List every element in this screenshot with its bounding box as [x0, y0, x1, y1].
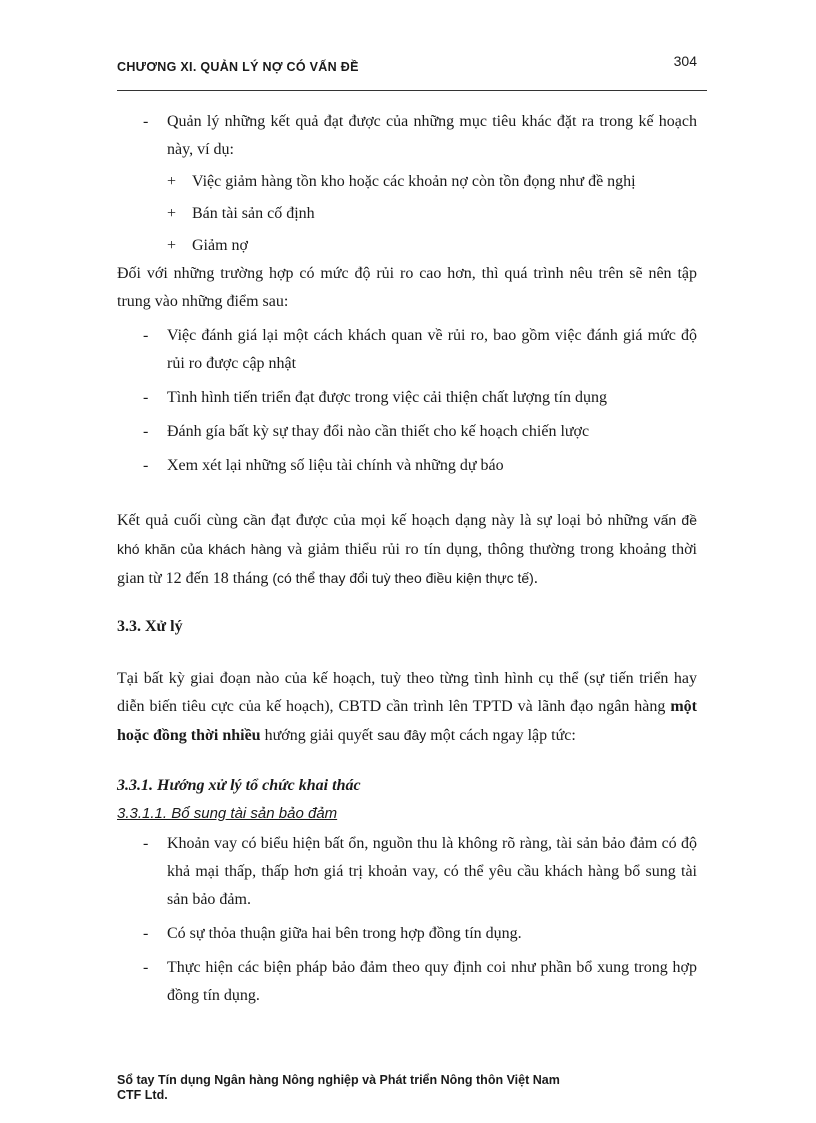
list-item: - Xem xét lại những số liệu tài chính và những dự báo	[143, 457, 504, 474]
list-item: - Quản lý những kết quả đạt được của những mục tiêu khác đặt ra trong kế hoạch này, ví dụ:	[143, 113, 697, 158]
subsubsection-heading: 3.3.1.1. Bổ sung tài sản bảo đảm	[117, 805, 338, 822]
list-item: - Thực hiện các biện pháp bảo đảm theo quy định coi như phần bổ xung trong hợp đồng tín dụng.	[143, 959, 697, 1004]
list-item: - Tình hình tiến triển đạt được trong việc cải thiện chất lượng tín dụng	[143, 389, 607, 406]
list-item: - Có sự thỏa thuận giữa hai bên trong hợp đồng tín dụng.	[143, 925, 522, 942]
section-heading: 3.3. Xử lý	[117, 618, 183, 635]
footer-company: CTF Ltd.	[117, 1088, 168, 1102]
sub-list-item: + Bán tài sản cố định	[167, 205, 315, 222]
page-header	[117, 50, 707, 91]
page-number: 304	[673, 53, 697, 69]
paragraph: Kết quả cuối cùng cần đạt được của mọi kế hoạch dạng này là sự loại bỏ những vấn đề khó khăn của khách hàng và giảm thiểu rủi ro tín dụng, thông thường trong khoảng thời gian từ 12 đến 18 tháng (có thể thay đổi tuỳ theo điều kiện thực tế).	[117, 512, 697, 587]
list-item: - Đánh gía bất kỳ sự thay đổi nào cần thiết cho kế hoạch chiến lược	[143, 423, 590, 440]
list-item: - Việc đánh giá lại một cách khách quan về rủi ro, bao gồm việc đánh giá mức độ rủi ro được cập nhật	[143, 327, 697, 372]
footer-title: Sổ tay Tín dụng Ngân hàng Nông nghiệp và Phát triển Nông thôn Việt Nam	[117, 1073, 560, 1087]
paragraph: Tại bất kỳ giai đoạn nào của kế hoạch, tuỳ theo từng tình hình cụ thể (sự tiến triển hay diễn biến tiêu cực của kế hoạch), CBTD cần trình lên TPTD và lãnh đạo ngân hàng một hoặc đồng thời nhiều hướng giải quyết sau đây một cách ngay lập tức:	[117, 670, 697, 744]
paragraph: Đối với những trường hợp có mức độ rủi ro cao hơn, thì quá trình nêu trên sẽ nên tập trung vào những điểm sau:	[117, 265, 697, 310]
list-item: - Khoản vay có biểu hiện bất ổn, nguồn thu là không rõ ràng, tài sản bảo đảm có độ khả mại thấp, thấp hơn giá trị khoản vay, có thể yêu cầu khách hàng bổ sung tài sản bảo đảm.	[143, 835, 697, 908]
sub-list-item: + Giảm nợ	[167, 237, 249, 254]
sub-list-item: + Việc giảm hàng tồn kho hoặc các khoản nợ còn tồn đọng như đề nghị	[167, 173, 636, 190]
page-content	[117, 108, 697, 1010]
subsection-heading: 3.3.1. Hướng xử lý tổ chức khai thác	[117, 777, 361, 794]
page-footer	[117, 1073, 560, 1103]
chapter-title: CHƯƠNG XI. QUẢN LÝ NỢ CÓ VẤN ĐỀ	[117, 60, 359, 74]
